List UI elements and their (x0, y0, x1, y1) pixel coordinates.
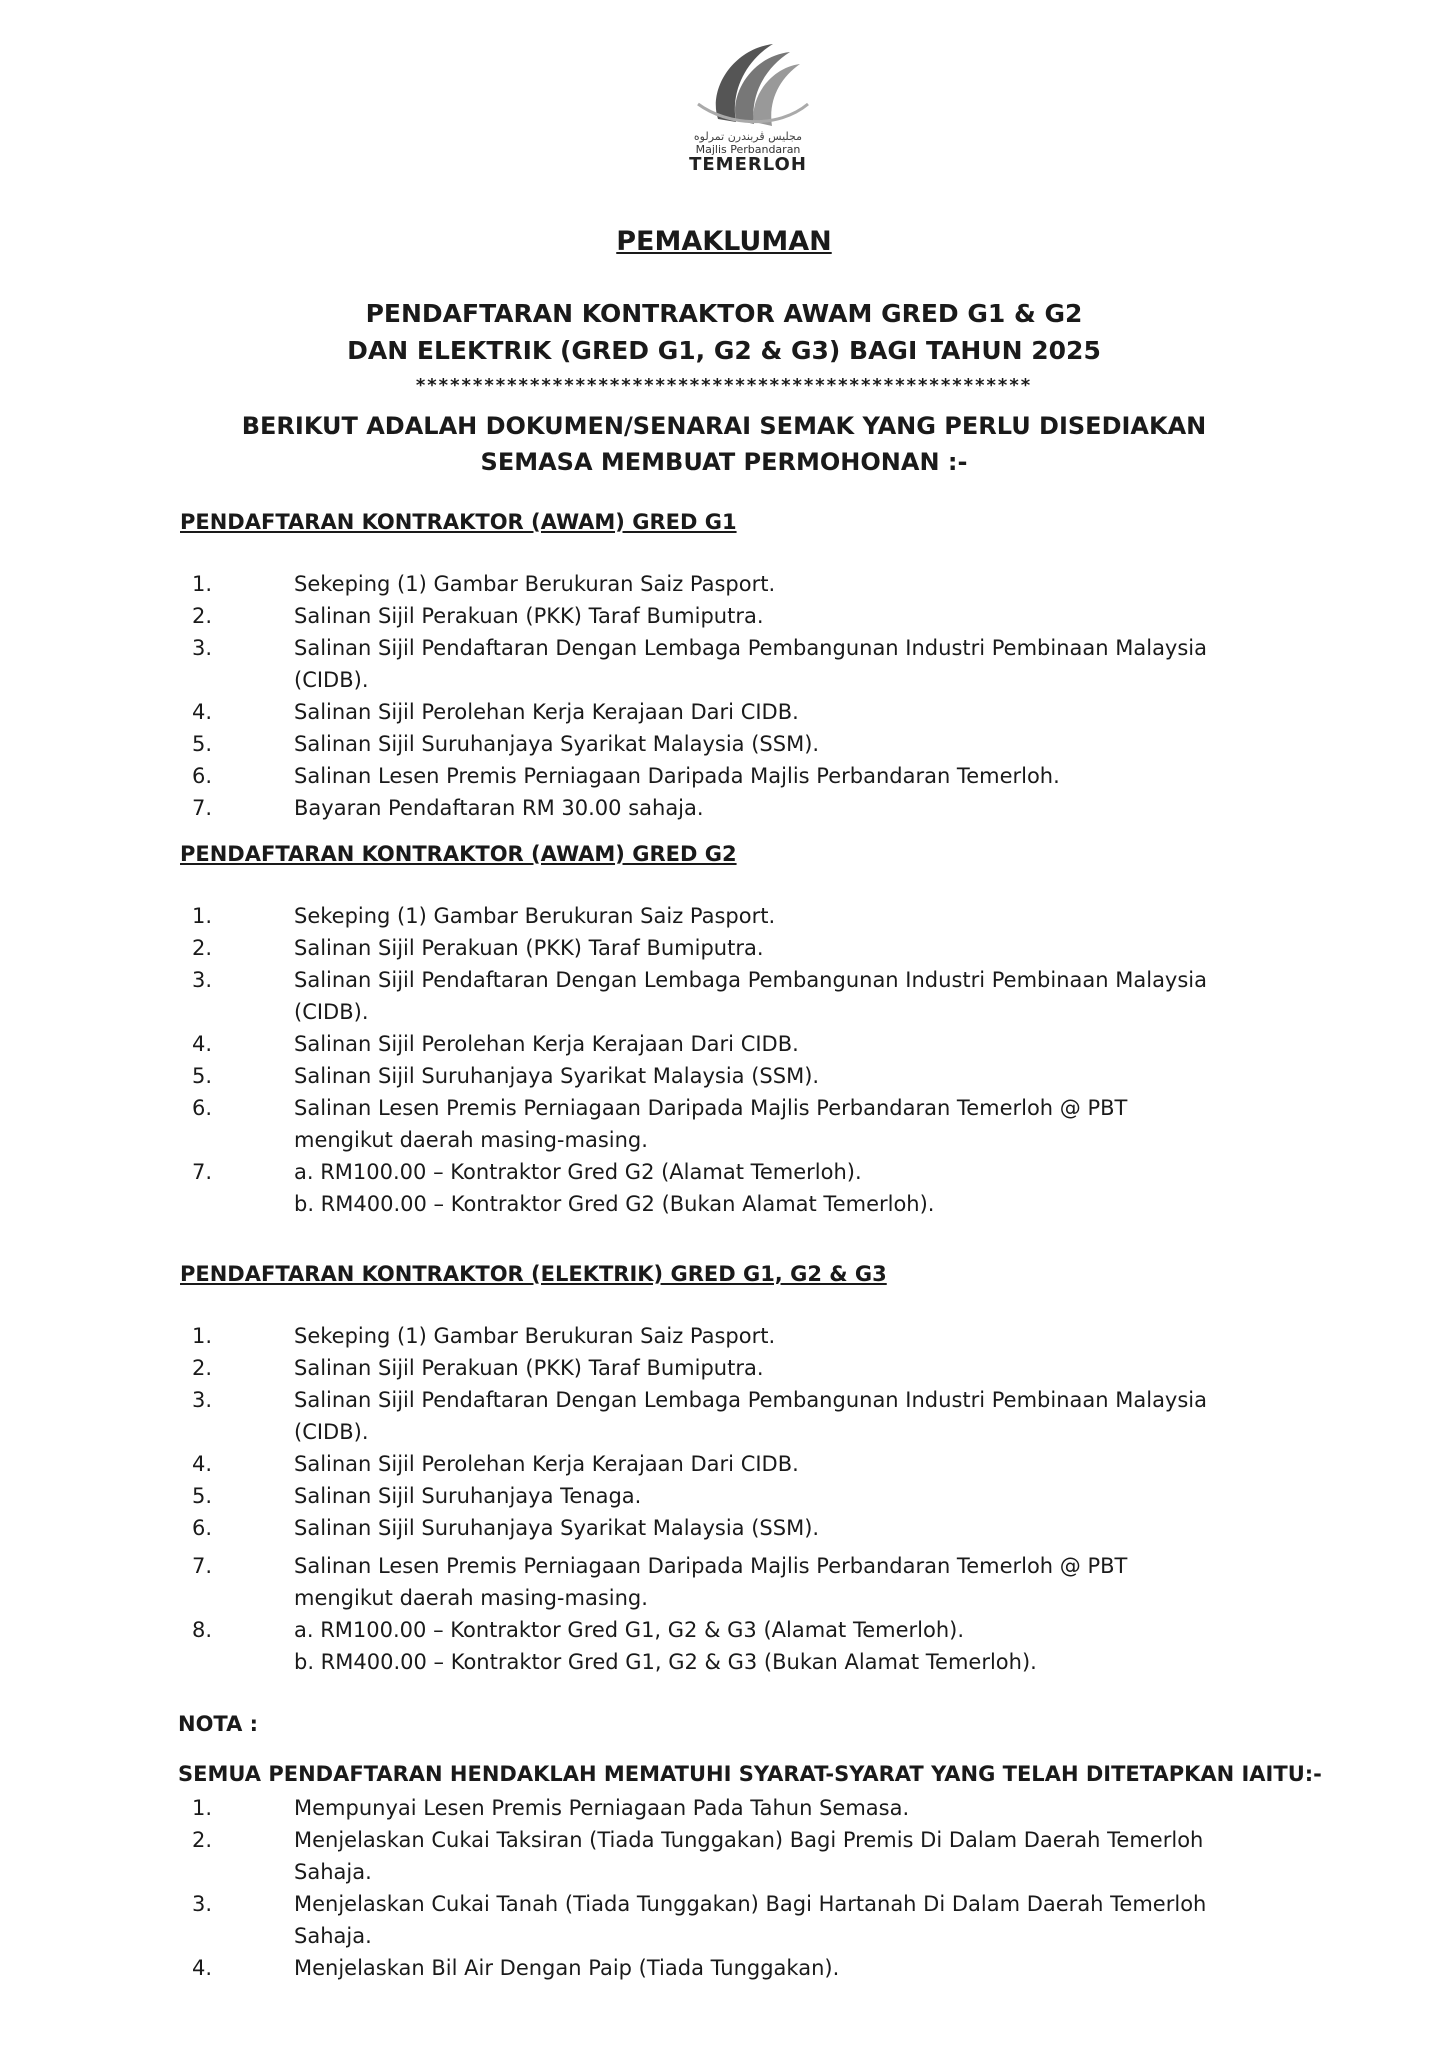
item-text: Sekeping (1) Gambar Berukuran Saiz Pasport. (294, 572, 776, 596)
item-text: Sekeping (1) Gambar Berukuran Saiz Pasport. (294, 1324, 776, 1348)
item-number: 3. (192, 968, 213, 992)
logo-name: TEMERLOH (689, 154, 807, 175)
item-text: Mempunyai Lesen Premis Perniagaan Pada Tahun Semasa. (294, 1796, 910, 1820)
council-logo (648, 34, 848, 175)
item-number: 1. (192, 1796, 213, 1820)
item-number: 8. (192, 1618, 213, 1642)
item-number: 6. (192, 1096, 213, 1120)
item-text: Salinan Sijil Suruhanjaya Syarikat Malaysia (SSM). (294, 732, 820, 756)
section-heading-awam-g1: PENDAFTARAN KONTRAKTOR (AWAM) GRED G1 (180, 510, 737, 534)
item-number: 5. (192, 732, 213, 756)
item-text: mengikut daerah masing-masing. (294, 1586, 648, 1610)
item-number: 7. (192, 796, 213, 820)
item-text: Salinan Lesen Premis Perniagaan Daripada Majlis Perbandaran Temerloh @ PBT (294, 1096, 1128, 1120)
section-heading-elektrik: PENDAFTARAN KONTRAKTOR (ELEKTRIK) GRED G1, G2 & G3 (180, 1262, 887, 1286)
swirl-logo-icon (678, 34, 818, 134)
item-text: Menjelaskan Cukai Tanah (Tiada Tunggakan) Bagi Hartanah Di Dalam Daerah Temerloh (294, 1892, 1207, 1916)
item-number: 1. (192, 904, 213, 928)
item-text: Salinan Lesen Premis Perniagaan Daripada Majlis Perbandaran Temerloh @ PBT (294, 1554, 1128, 1578)
subtitle-line-1: PENDAFTARAN KONTRAKTOR AWAM GRED G1 & G2 (365, 299, 1083, 328)
item-number: 6. (192, 1516, 213, 1540)
item-text: (CIDB). (294, 668, 369, 692)
logo-jawi-text: مجليس ڤربندرن تمرلوه (693, 130, 803, 143)
item-number: 7. (192, 1554, 213, 1578)
item-number: 4. (192, 700, 213, 724)
item-number: 2. (192, 1828, 213, 1852)
item-text: Sahaja. (294, 1860, 372, 1884)
item-text: Salinan Sijil Suruhanjaya Syarikat Malaysia (SSM). (294, 1516, 820, 1540)
item-text: Salinan Sijil Pendaftaran Dengan Lembaga Pembangunan Industri Pembinaan Malaysia (294, 1388, 1208, 1412)
subtitle-line-2: DAN ELEKTRIK (GRED G1, G2 & G3) BAGI TAHUN 2025 (347, 336, 1101, 365)
item-text: Salinan Sijil Suruhanjaya Syarikat Malaysia (SSM). (294, 1064, 820, 1088)
item-text: a. RM100.00 – Kontraktor Gred G1, G2 & G3 (Alamat Temerloh). (294, 1618, 965, 1642)
item-text: Salinan Sijil Pendaftaran Dengan Lembaga Pembangunan Industri Pembinaan Malaysia (294, 968, 1208, 992)
item-number: 5. (192, 1064, 213, 1088)
item-text: Salinan Sijil Perolehan Kerja Kerajaan Dari CIDB. (294, 1032, 799, 1056)
item-number: 3. (192, 1388, 213, 1412)
item-number: 4. (192, 1452, 213, 1476)
item-text: Sahaja. (294, 1924, 372, 1948)
intro-line-2: SEMASA MEMBUAT PERMOHONAN :- (480, 448, 968, 476)
item-number: 5. (192, 1484, 213, 1508)
item-number: 4. (192, 1032, 213, 1056)
item-text: Menjelaskan Bil Air Dengan Paip (Tiada Tunggakan). (294, 1956, 840, 1980)
logo-subtitle: Majlis Perbandaran (695, 143, 801, 156)
item-number: 1. (192, 572, 213, 596)
item-text: Salinan Sijil Perolehan Kerja Kerajaan Dari CIDB. (294, 1452, 799, 1476)
item-number: 2. (192, 604, 213, 628)
item-number: 7. (192, 1160, 213, 1184)
item-text: b. RM400.00 – Kontraktor Gred G2 (Bukan Alamat Temerloh). (294, 1192, 935, 1216)
item-number: 2. (192, 1356, 213, 1380)
item-text: Bayaran Pendaftaran RM 30.00 sahaja. (294, 796, 704, 820)
item-text: Salinan Sijil Perakuan (PKK) Taraf Bumiputra. (294, 604, 764, 628)
item-number: 2. (192, 936, 213, 960)
item-text: Salinan Sijil Pendaftaran Dengan Lembaga Pembangunan Industri Pembinaan Malaysia (294, 636, 1208, 660)
item-number: 4. (192, 1956, 213, 1980)
item-number: 1. (192, 1324, 213, 1348)
item-number: 6. (192, 764, 213, 788)
item-text: (CIDB). (294, 1000, 369, 1024)
section-heading-awam-g2: PENDAFTARAN KONTRAKTOR (AWAM) GRED G2 (180, 842, 737, 866)
item-text: (CIDB). (294, 1420, 369, 1444)
item-text: a. RM100.00 – Kontraktor Gred G2 (Alamat Temerloh). (294, 1160, 862, 1184)
item-text: Salinan Lesen Premis Perniagaan Daripada Majlis Perbandaran Temerloh. (294, 764, 1060, 788)
item-text: Salinan Sijil Perolehan Kerja Kerajaan Dari CIDB. (294, 700, 799, 724)
item-text: Sekeping (1) Gambar Berukuran Saiz Pasport. (294, 904, 776, 928)
star-divider: ****************************************************** (415, 375, 1033, 396)
item-text: b. RM400.00 – Kontraktor Gred G1, G2 & G3 (Bukan Alamat Temerloh). (294, 1650, 1037, 1674)
item-text: Salinan Sijil Perakuan (PKK) Taraf Bumiputra. (294, 936, 764, 960)
item-text: Salinan Sijil Suruhanjaya Tenaga. (294, 1484, 642, 1508)
page-title: PEMAKLUMAN (616, 226, 832, 257)
nota-label: NOTA : (178, 1712, 259, 1736)
item-text: Menjelaskan Cukai Taksiran (Tiada Tunggakan) Bagi Premis Di Dalam Daerah Temerloh (294, 1828, 1204, 1852)
item-number: 3. (192, 1892, 213, 1916)
item-text: mengikut daerah masing-masing. (294, 1128, 648, 1152)
item-number: 3. (192, 636, 213, 660)
item-text: Salinan Sijil Perakuan (PKK) Taraf Bumiputra. (294, 1356, 764, 1380)
intro-line-1: BERIKUT ADALAH DOKUMEN/SENARAI SEMAK YANG PERLU DISEDIAKAN (241, 412, 1207, 440)
nota-heading: SEMUA PENDAFTARAN HENDAKLAH MEMATUHI SYARAT-SYARAT YANG TELAH DITETAPKAN IAITU:- (178, 1762, 1322, 1786)
